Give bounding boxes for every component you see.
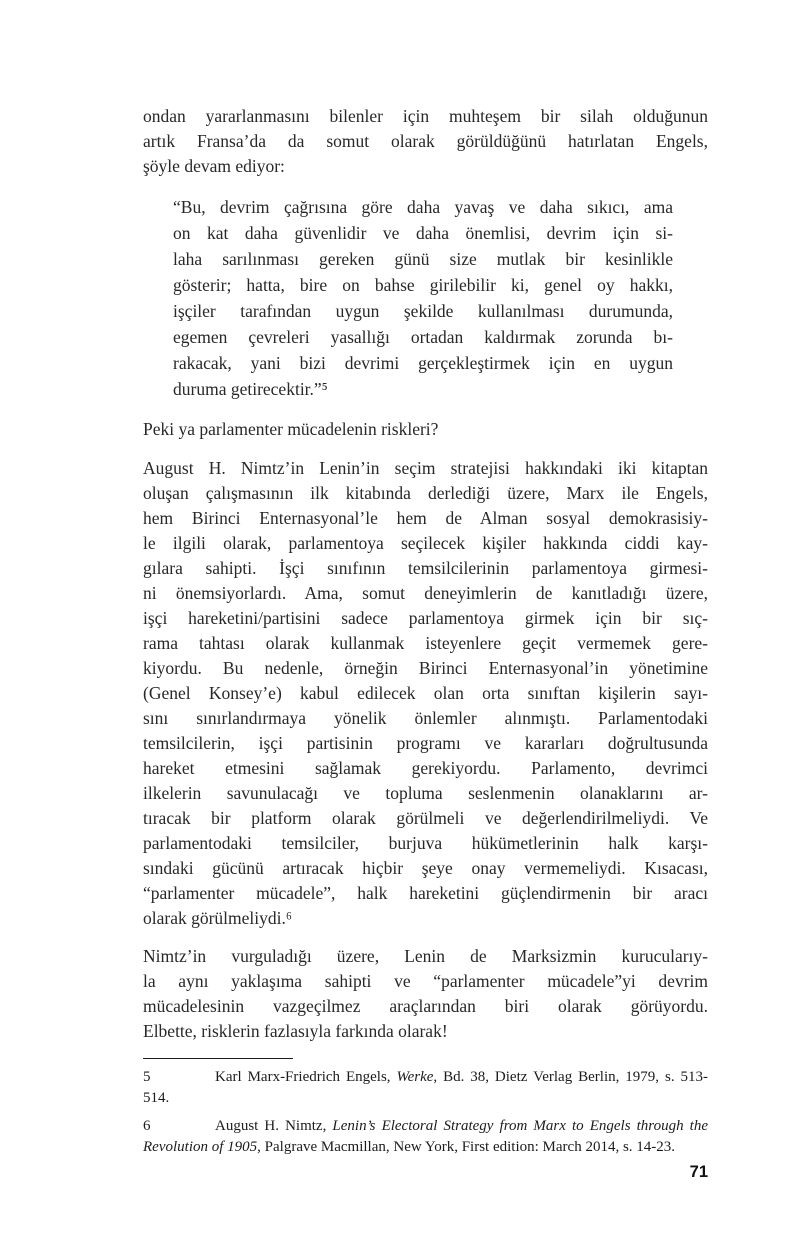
text-line: laha sarılınması gereken günü size mutlak bir kesinlikle [173,249,673,269]
footnote-title-italic: Lenin’s Electoral Strategy from Marx to Engels through the Revolution of 1905 [143,1118,708,1155]
text-line: mücadelesinin vazgeçilmez araçlarından biri olarak görüyordu. [143,996,708,1016]
text-line: gılara sahipti. İşçi sınıfının temsilcilerinin parlamentoya girmesi- [143,558,708,578]
engels-quotation [143,194,673,402]
footnote-6 [143,1116,708,1158]
footnote-text: , Palgrave Macmillan, New York, First edition: March 2014, s. 14-23. [257,1139,676,1155]
text-line: şöyle devam ediyor: [143,156,285,176]
text-line: sını sınırlandırmaya yönelik önlemler alınmıştı. Parlamentodaki [143,708,708,728]
text-line: temsilcilerin, işçi partisinin programı ve kararları doğrultusunda [143,733,708,753]
text-line: gösterir; hatta, bire on bahse girilebilir ki, genel oy hakkı, [173,275,673,295]
text-line: hareket etmesini sağlamak gerekiyordu. Parlamento, devrimci [143,758,708,778]
text-line: ilkelerin savunulacağı ve topluma seslenmenin olanaklarını ar- [143,783,708,803]
text-line: Elbette, risklerin fazlasıyla farkında olarak! [143,1021,448,1041]
text-line: parlamentodaki temsilciler, burjuva hükümetlerinin halk karşı- [143,833,708,853]
text-line: olarak görülmeliydi.⁶ [143,908,292,928]
text-line: la aynı yaklaşıma sahipti ve “parlamenter mücadele”yi devrim [143,971,708,991]
footnote-5 [143,1067,708,1109]
text-line: egemen çevreleri yasallığı ortadan kaldırmak zorunda bı- [173,327,673,347]
text-line: rama tahtası olarak kullanmak isteyenlere geçit vermemek gere- [143,633,708,653]
text-line: Peki ya parlamenter mücadelenin riskleri? [143,419,439,439]
footnotes-section [143,1058,708,1158]
text-line: le ilgili olarak, parlamentoya seçilecek kişiler hakkında ciddi kay- [143,533,708,553]
paragraph-question [143,417,708,442]
paragraph-engels-intro [143,104,708,179]
text-line: kiyordu. Bu nedenle, örneğin Birinci Enternasyonal’in yönetimine [143,658,708,678]
text-line: işçiler tarafından uygun şekilde kullanılması durumunda, [173,301,673,321]
text-line: işçi hareketini/partisini sadece parlamentoya girmek için bir sıç- [143,608,708,628]
text-line: (Genel Konsey’e) kabul edilecek olan orta sınıftan kişilerin sayı- [143,683,708,703]
footnote-number: 6 [143,1118,151,1134]
footnote-list [143,1067,708,1158]
text-line: tıracak bir platform olarak görülmeli ve değerlendirilmeliydi. Ve [143,808,708,828]
text-line: “Bu, devrim çağrısına göre daha yavaş ve daha sıkıcı, ama [173,197,673,217]
footnote-divider [143,1058,293,1059]
text-line: on kat daha güvenlidir ve daha önemlisi, devrim için si- [173,223,673,243]
text-line: hem Birinci Enternasyonal’le hem de Alman sosyal demokrasisiy- [143,508,708,528]
text-line: ondan yararlanmasını bilenler için muhteşem bir silah olduğunun [143,106,708,126]
text-line: sındaki gücünü artıracak hiçbir şeye onay vermemeliydi. Kısacası, [143,858,708,878]
page-text [143,104,708,1165]
text-line: oluşan çalışmasının ilk kitabında derlediği üzere, Marx ile Engels, [143,483,708,503]
footnote-title-italic: Werke [396,1069,434,1085]
text-line: ni önemsiyorlardı. Ama, somut deneyimlerin de kanıtladığı üzere, [143,583,708,603]
footnote-text: Karl Marx-Friedrich Engels, [215,1069,397,1085]
text-line: duruma getirecektir.”⁵ [173,379,328,399]
text-line: artık Fransa’da da somut olarak görüldüğünü hatırlatan Engels, [143,131,708,151]
footnote-text: August H. Nimtz, [215,1118,333,1134]
footnote-text: , Bd. 38, Dietz Verlag Berlin, 1979, s. 513-514. [143,1069,708,1106]
text-line: Nimtz’in vurguladığı üzere, Lenin de Marksizmin kurucularıy- [143,946,708,966]
page-number: 71 [689,1163,708,1181]
text-line: rakacak, yani bizi devrimi gerçekleştirmek için en uygun [173,353,673,373]
text-line: “parlamenter mücadele”, halk hareketini güçlendirmenin bir aracı [143,883,708,903]
text-line: August H. Nimtz’in Lenin’in seçim stratejisi hakkındaki iki kitaptan [143,458,708,478]
paragraph-nimtz-marx-engels [143,456,708,931]
footnote-number: 5 [143,1069,151,1085]
paragraph-lenin-risks [143,944,708,1044]
